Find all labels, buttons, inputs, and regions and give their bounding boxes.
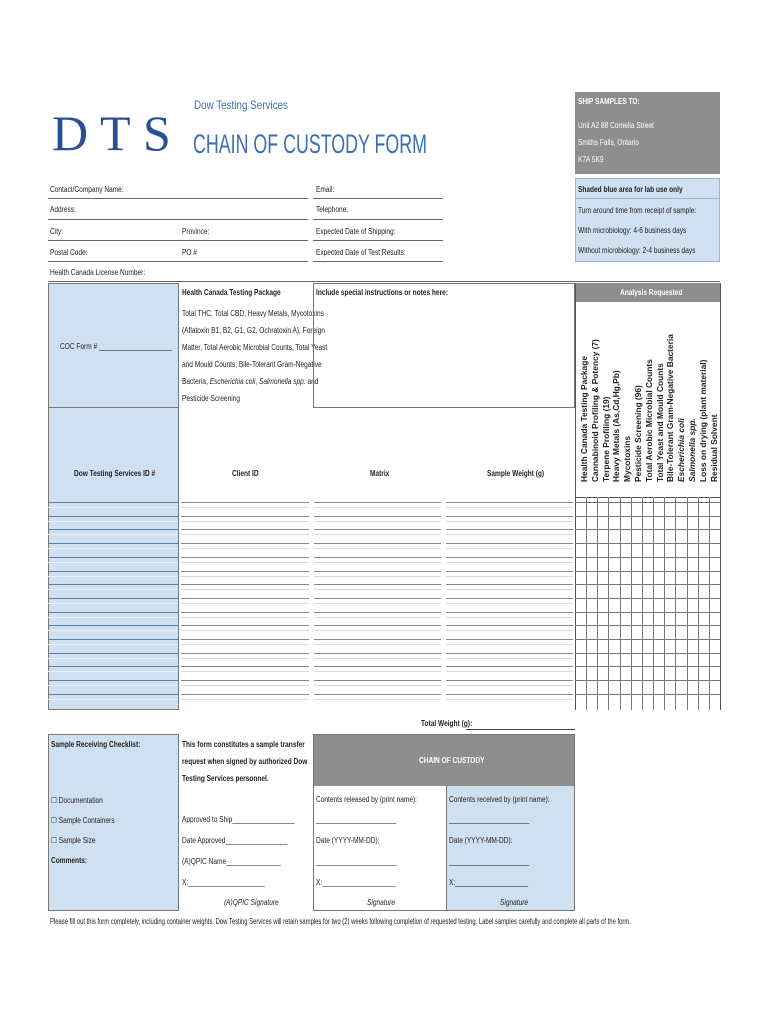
received-date-field[interactable]: ______________________: [449, 857, 530, 866]
analysis-grid-column[interactable]: [642, 497, 643, 710]
aqpic-signature-label: (A)QPIC Signature: [224, 898, 279, 907]
received-signature-label: Signature: [500, 898, 529, 907]
table-row-divider: [48, 630, 178, 631]
package-line2: (Aflatoxin B1, B2, G1, G2, Ochratoxin A), Foreign: [182, 326, 325, 335]
table-row-divider: [446, 548, 573, 549]
table-row[interactable]: [48, 694, 178, 695]
table-row-divider: [314, 671, 441, 672]
total-weight-field[interactable]: [466, 729, 575, 730]
analysis-grid-column[interactable]: [675, 497, 676, 710]
analysis-grid-column[interactable]: [631, 497, 632, 710]
table-row[interactable]: [314, 529, 441, 530]
released-by-label: Contents released by (print name):: [316, 795, 418, 804]
table-row-divider: [181, 603, 309, 604]
table-row[interactable]: [181, 666, 309, 667]
table-row[interactable]: [314, 680, 441, 681]
table-row[interactable]: [181, 639, 309, 640]
table-row-divider: [48, 576, 178, 577]
package-line6: Pesticide Screening: [182, 394, 240, 403]
table-row[interactable]: [314, 694, 441, 695]
table-row-divider: [446, 603, 573, 604]
footer-note: Please fill out this form completely, including container weights. Dow Testing Services will retain samples for two (2) weeks following completion of requested testing. Label samples carefully and complete all parts of the form.: [50, 917, 631, 926]
table-row[interactable]: [48, 529, 178, 530]
col-sample-weight: Sample Weight (g): [487, 469, 545, 478]
checklist-containers[interactable]: ☐ Sample Containers: [51, 816, 115, 825]
table-row[interactable]: [181, 529, 309, 530]
table-row[interactable]: [181, 502, 309, 503]
analysis-label: Health Canada Testing Package: [579, 356, 589, 482]
results-date-label: Expected Date of Test Results:: [316, 248, 406, 257]
col-matrix: Matrix: [370, 469, 390, 478]
table-row[interactable]: [314, 584, 441, 585]
analysis-label: Cannabinoid Profiling & Potency (7): [589, 339, 600, 482]
table-row-divider: [446, 644, 573, 645]
table-row-divider: [446, 521, 573, 522]
table-row-divider: [446, 507, 573, 508]
table-row-divider: [48, 603, 178, 604]
lab-use-heading: Shaded blue area for lab use only: [578, 185, 683, 194]
table-row[interactable]: [48, 516, 178, 517]
telephone-label: Telephone:: [316, 205, 349, 214]
table-row-divider: [181, 685, 309, 686]
table-row[interactable]: [314, 639, 441, 640]
table-row-divider: [181, 658, 309, 659]
table-row[interactable]: [314, 571, 441, 572]
table-row[interactable]: [314, 557, 441, 558]
analysis-grid-column[interactable]: [698, 497, 699, 710]
table-row-divider: [314, 576, 441, 577]
col-client-id: Client ID: [232, 469, 259, 478]
table-row-divider: [181, 617, 309, 618]
table-row[interactable]: [48, 666, 178, 667]
table-row[interactable]: [314, 625, 441, 626]
instructions-label: Include special instructions or notes here:: [316, 288, 448, 297]
license-label: Health Canada License Number:: [50, 268, 146, 277]
ship-address-line2: Smiths Falls, Ontario: [578, 138, 639, 147]
table-row-divider: [446, 617, 573, 618]
logo-letter-s: S: [143, 105, 171, 161]
table-row-divider: [48, 644, 178, 645]
table-row[interactable]: [446, 653, 573, 654]
col-dts-id: Dow Testing Services ID #: [74, 469, 156, 478]
comments-label: Comments:: [51, 856, 88, 865]
table-row[interactable]: [48, 653, 178, 654]
contact-field[interactable]: [48, 184, 308, 198]
table-row-divider: [48, 617, 178, 618]
analysis-grid-column[interactable]: [664, 497, 665, 710]
coc-form-label: COC Form # ____________________: [60, 342, 172, 351]
table-row-divider: [446, 589, 573, 590]
table-row[interactable]: [48, 543, 178, 544]
po-label: PO #: [182, 248, 197, 257]
table-row[interactable]: [446, 571, 573, 572]
table-row[interactable]: [181, 598, 309, 599]
table-row[interactable]: [48, 502, 178, 503]
city-label: City:: [50, 227, 64, 236]
analysis-grid-column[interactable]: [597, 497, 598, 710]
postal-code-label: Postal Code:: [50, 248, 88, 257]
table-row-divider: [314, 603, 441, 604]
table-row-divider: [181, 576, 309, 577]
table-row[interactable]: [181, 543, 309, 544]
table-row[interactable]: [181, 571, 309, 572]
table-row-divider: [181, 589, 309, 590]
ship-date-label: Expected Date of Shipping:: [316, 227, 396, 236]
table-row[interactable]: [181, 625, 309, 626]
table-row[interactable]: [181, 516, 309, 517]
table-row[interactable]: [446, 666, 573, 667]
table-row-divider: [48, 521, 178, 522]
address-label: Address:: [50, 205, 76, 214]
table-row[interactable]: [181, 680, 309, 681]
analysis-grid-column[interactable]: [653, 497, 654, 710]
package-line5: Bacteria, Escherichia coli, Salmonella spp. and: [182, 377, 319, 386]
table-row-divider: [314, 685, 441, 686]
table-row-divider: [48, 507, 178, 508]
aqpic-x-field[interactable]: X:_____________________: [182, 878, 265, 887]
transfer-line1: This form constitutes a sample transfer: [182, 740, 305, 749]
total-weight-label: Total Weight (g):: [421, 719, 473, 728]
checklist-heading: Sample Receiving Checklist:: [51, 740, 141, 749]
transfer-line3: Testing Services personnel.: [182, 774, 269, 783]
table-row[interactable]: [446, 557, 573, 558]
table-row[interactable]: [446, 543, 573, 544]
package-heading: Health Canada Testing Package: [182, 288, 281, 297]
table-row-divider: [48, 589, 178, 590]
custody-heading: CHAIN OF CUSTODY: [419, 756, 485, 765]
table-row-divider: [446, 576, 573, 577]
analysis-label: Terpene Profiling (19): [600, 396, 611, 482]
email-field[interactable]: [313, 184, 443, 198]
company-name: Dow Testing Services: [194, 98, 288, 112]
table-row[interactable]: [48, 639, 178, 640]
table-row-divider: [48, 671, 178, 672]
table-row[interactable]: [446, 612, 573, 613]
received-x-field[interactable]: X:____________________: [449, 878, 529, 887]
analysis-label: Total Aerobic Microbial Counts: [643, 359, 654, 482]
table-row[interactable]: [48, 584, 178, 585]
analysis-grid-column[interactable]: [620, 497, 621, 710]
approved-to-ship-field[interactable]: Approved to Ship_________________: [182, 815, 295, 824]
table-row[interactable]: [446, 639, 573, 640]
table-row-divider: [181, 521, 309, 522]
table-row-divider: [446, 630, 573, 631]
table-row-divider: [181, 671, 309, 672]
package-line4: and Mould Counts, Bile-Tolerant Gram-Negative: [182, 360, 322, 369]
table-row[interactable]: [446, 529, 573, 530]
received-by-label: Contents received by (print name):: [449, 795, 550, 804]
turnaround-label: Turn around time from receipt of sample:: [578, 206, 697, 215]
checklist-documentation[interactable]: ☐ Documentation: [51, 796, 103, 805]
table-row[interactable]: [181, 653, 309, 654]
table-row-divider: [446, 671, 573, 672]
released-date-field[interactable]: ______________________: [316, 857, 397, 866]
transfer-line2: request when signed by authorized Dow: [182, 757, 308, 766]
table-row-divider: [314, 658, 441, 659]
table-row[interactable]: [314, 543, 441, 544]
table-row-divider: [48, 699, 178, 700]
table-row-divider: [48, 548, 178, 549]
table-row-divider: [48, 685, 178, 686]
table-row[interactable]: [314, 666, 441, 667]
table-row-divider: [446, 658, 573, 659]
dts-id-column: [48, 408, 179, 710]
logo-letter-d: D: [52, 105, 89, 161]
analysis-label: Escherichia coli: [676, 418, 687, 482]
table-row[interactable]: [314, 502, 441, 503]
with-micro-label: With microbiology: 4-6 business days: [578, 226, 687, 235]
table-row[interactable]: [181, 694, 309, 695]
table-row-divider: [181, 562, 309, 563]
table-row[interactable]: [48, 680, 178, 681]
table-row-divider: [314, 534, 441, 535]
table-row-divider: [314, 521, 441, 522]
analysis-label: Heavy Metals (As,Cd,Hg,Pb): [611, 370, 622, 482]
table-row-divider: [446, 699, 573, 700]
table-row-divider: [446, 534, 573, 535]
page-title: CHAIN OF CUSTODY FORM: [193, 129, 427, 159]
table-row[interactable]: [181, 557, 309, 558]
package-line3: Matter, Total Aerobic Microbial Counts, Total Yeast: [182, 343, 328, 352]
contact-label: Contact/Company Name:: [50, 185, 124, 194]
table-row[interactable]: [314, 598, 441, 599]
table-row-divider: [48, 534, 178, 535]
ship-address-line3: K7A 5K9: [578, 155, 604, 164]
table-row-divider: [314, 644, 441, 645]
analysis-label: Bile-Tolerant Gram-Negative Bacteria: [665, 334, 676, 482]
table-row-divider: [181, 644, 309, 645]
table-row[interactable]: [181, 584, 309, 585]
table-row[interactable]: [446, 694, 573, 695]
date-approved-field[interactable]: Date Approved_________________: [182, 836, 288, 845]
table-row-divider: [181, 507, 309, 508]
table-row[interactable]: [446, 625, 573, 626]
analysis-grid-column[interactable]: [687, 497, 688, 710]
table-row-divider: [446, 562, 573, 563]
table-row-divider: [446, 685, 573, 686]
table-row[interactable]: [446, 502, 573, 503]
table-row[interactable]: [48, 598, 178, 599]
email-label: Email:: [316, 185, 335, 194]
table-row[interactable]: [48, 557, 178, 558]
table-row-divider: [181, 548, 309, 549]
table-row[interactable]: [48, 625, 178, 626]
received-date-label: Date (YYYY-MM-DD):: [449, 836, 513, 845]
table-row-divider: [314, 507, 441, 508]
without-micro-label: Without microbiology: 2-4 business days: [578, 246, 696, 255]
analysis-heading: Analysis Requested: [620, 288, 683, 297]
released-name-field[interactable]: ______________________: [316, 815, 397, 824]
instructions-box[interactable]: [313, 283, 575, 408]
table-row-divider: [181, 630, 309, 631]
ship-address-line1: Unit A2 88 Cornelia Street: [578, 121, 654, 130]
ship-to-heading: SHIP SAMPLES TO:: [578, 97, 640, 106]
table-row-divider: [181, 699, 309, 700]
table-row-divider: [314, 562, 441, 563]
analysis-grid-column[interactable]: [608, 497, 609, 710]
analysis-label: Mycotoxins: [622, 435, 633, 482]
table-row-divider: [314, 617, 441, 618]
released-signature-label: Signature: [367, 898, 396, 907]
table-row[interactable]: [446, 680, 573, 681]
table-row-divider: [314, 589, 441, 590]
table-row[interactable]: [181, 612, 309, 613]
received-name-field[interactable]: ______________________: [449, 815, 530, 824]
table-row-divider: [314, 548, 441, 549]
table-row[interactable]: [314, 653, 441, 654]
released-date-label: Date (YYYY-MM-DD):: [316, 836, 380, 845]
table-row[interactable]: [48, 571, 178, 572]
table-row-divider: [314, 630, 441, 631]
table-row[interactable]: [314, 516, 441, 517]
package-line1: Total THC, Total CBD, Heavy Metals, Mycotoxins: [182, 309, 324, 318]
logo-letter-t: T: [100, 105, 131, 161]
analysis-label: Pesticide Screening (96): [633, 385, 643, 482]
table-row[interactable]: [314, 612, 441, 613]
table-row[interactable]: [48, 612, 178, 613]
table-row-divider: [48, 658, 178, 659]
table-row[interactable]: [446, 584, 573, 585]
released-x-field[interactable]: X:____________________: [316, 878, 396, 887]
analysis-label: Total Yeast and Mould Counts: [654, 363, 665, 482]
province-label: Province:: [182, 227, 210, 236]
table-row[interactable]: [446, 598, 573, 599]
checklist-sample-size[interactable]: ☐ Sample Size: [51, 836, 96, 845]
aqpic-name-field[interactable]: (A)QPIC Name_______________: [182, 857, 281, 866]
analysis-grid-column[interactable]: [586, 497, 587, 710]
table-row-divider: [48, 562, 178, 563]
analysis-label: Salmonella spp.: [687, 418, 697, 482]
analysis-label: Residual Solvent: [708, 414, 719, 482]
table-row-divider: [314, 699, 441, 700]
table-row[interactable]: [446, 516, 573, 517]
analysis-grid-column[interactable]: [709, 497, 710, 710]
table-row-divider: [181, 534, 309, 535]
analysis-label: Loss on drying (plant material): [697, 359, 708, 482]
